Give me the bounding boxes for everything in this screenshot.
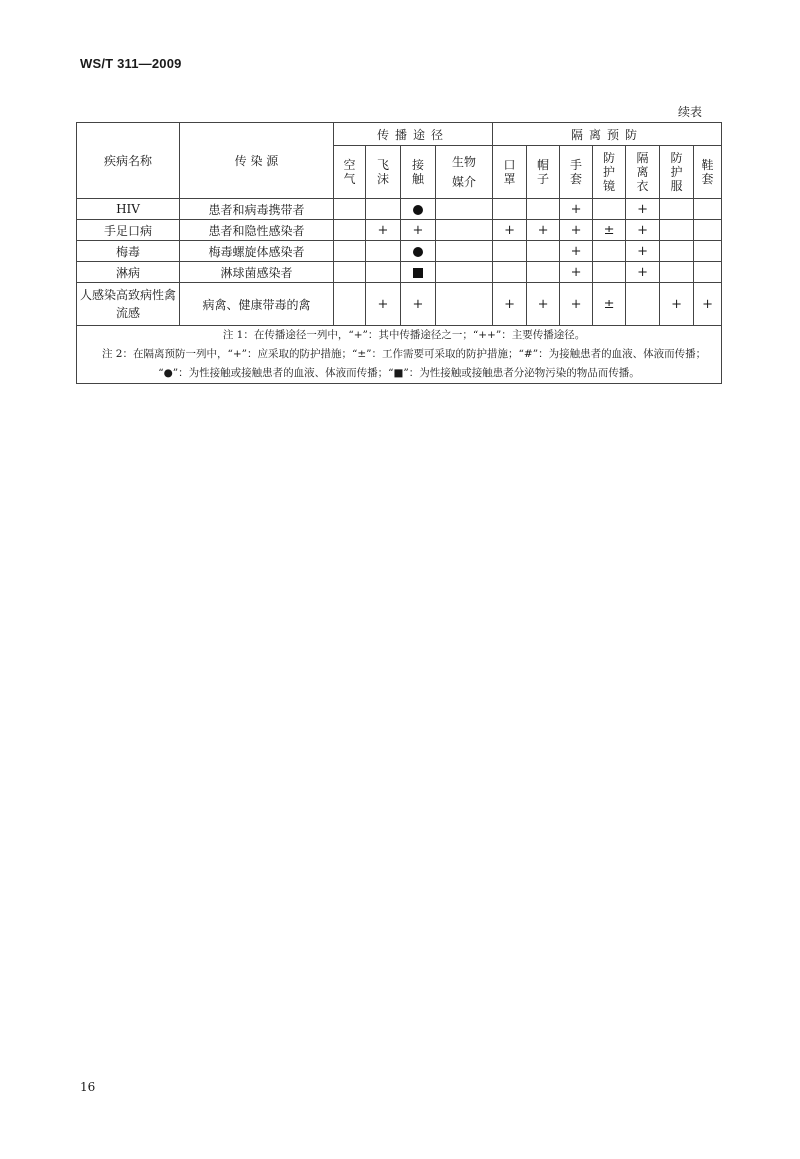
value-cell [527, 199, 560, 220]
standard-code: WS/T 311—2009 [80, 56, 182, 71]
filled-circle-icon [413, 205, 423, 215]
value-cell [493, 283, 527, 326]
value-cell [560, 241, 593, 262]
header-isolation-col: 防护服 [660, 146, 694, 199]
isolation-precautions-table [76, 122, 722, 384]
cell-value: + [637, 243, 648, 259]
value-cell [334, 241, 366, 262]
page-number: 16 [80, 1080, 96, 1094]
value-cell [694, 283, 722, 326]
header-isolation-col: 手套 [560, 146, 593, 199]
filled-circle-icon [413, 247, 423, 257]
value-cell [593, 283, 626, 326]
value-cell [401, 283, 436, 326]
table-row [77, 262, 722, 283]
value-cell [694, 241, 722, 262]
header-isolation-col: 隔离衣 [626, 146, 660, 199]
value-cell [527, 283, 560, 326]
header-route-col: 接触 [401, 146, 436, 199]
cell-value: + [637, 201, 648, 217]
header-route-bio: 生物 媒介 [436, 146, 493, 199]
cell-value: + [537, 296, 549, 312]
value-cell [560, 262, 593, 283]
infection-source-cell: 病禽、健康带毒的禽 [180, 283, 334, 326]
value-cell [493, 199, 527, 220]
value-cell [493, 241, 527, 262]
value-cell [626, 220, 660, 241]
value-cell [626, 241, 660, 262]
value-cell [626, 262, 660, 283]
header-route-col: 飞沫 [366, 146, 401, 199]
value-cell [560, 283, 593, 326]
header-route-col: 空气 [334, 146, 366, 199]
value-cell [560, 220, 593, 241]
infection-source-cell: 患者和隐性感染者 [180, 220, 334, 241]
cell-value: + [570, 222, 582, 238]
value-cell [366, 199, 401, 220]
cell-value: + [570, 264, 582, 280]
table-row [77, 220, 722, 241]
cell-value: + [702, 296, 713, 312]
header-transmission-route: 传播途径 [334, 123, 493, 146]
cell-value: + [412, 222, 424, 238]
marker-cell [401, 262, 436, 283]
value-cell [660, 241, 694, 262]
value-cell [626, 199, 660, 220]
value-cell [626, 283, 660, 326]
disease-name-cell: 手足口病 [77, 220, 180, 241]
header-disease: 疾病名称 [77, 123, 180, 199]
cell-value: + [570, 243, 582, 259]
value-cell [334, 199, 366, 220]
value-cell [694, 262, 722, 283]
cell-value: + [637, 264, 648, 280]
header-isolation-col: 防护镜 [593, 146, 626, 199]
disease-name-cell: 梅毒 [77, 241, 180, 262]
value-cell [334, 262, 366, 283]
value-cell [694, 199, 722, 220]
value-cell [593, 241, 626, 262]
infection-source-cell: 梅毒螺旋体感染者 [180, 241, 334, 262]
value-cell [527, 220, 560, 241]
disease-name-cell: HIV [77, 199, 180, 220]
value-cell [593, 220, 626, 241]
value-cell [366, 241, 401, 262]
marker-cell [401, 241, 436, 262]
header-isolation-precaution: 隔离预防 [493, 123, 722, 146]
value-cell [593, 199, 626, 220]
table-row [77, 241, 722, 262]
header-source: 传 染 源 [180, 123, 334, 199]
value-cell [366, 220, 401, 241]
value-cell [527, 262, 560, 283]
note-line: 注 1：在传播途径一列中，“+”：其中传播途径之一；“++”：主要传播途径。 [222, 329, 586, 341]
cell-value: + [377, 222, 389, 238]
header-isolation-col: 帽子 [527, 146, 560, 199]
filled-square-icon [413, 268, 423, 278]
infection-source-cell: 淋球菌感染者 [180, 262, 334, 283]
cell-value: ± [603, 222, 615, 238]
value-cell [660, 262, 694, 283]
note-line: 注 2：在隔离预防一列中，“+”：应采取的防护措施；“±”：工作需要可采取的防护措施；“#”：为接触患者的血液、体液而传播； [101, 348, 707, 360]
value-cell [593, 262, 626, 283]
infection-source-cell: 患者和病毒携带者 [180, 199, 334, 220]
value-cell [694, 220, 722, 241]
value-cell [660, 283, 694, 326]
cell-value: ± [603, 296, 615, 312]
note-line: “●”：为性接触或接触患者的血液、体液而传播；“■”：为性接触或接触患者分泌物污染的物品而传播。 [158, 367, 640, 379]
value-cell [493, 220, 527, 241]
value-cell [660, 220, 694, 241]
value-cell [366, 283, 401, 326]
cell-value: + [570, 296, 582, 312]
cell-value: + [671, 296, 682, 312]
value-cell [366, 262, 401, 283]
cell-value: + [570, 201, 582, 217]
value-cell [401, 220, 436, 241]
value-cell [560, 199, 593, 220]
value-cell [334, 220, 366, 241]
disease-name-cell: 人感染高致病性禽流感 [77, 283, 180, 326]
table-row [77, 283, 722, 326]
cell-value: + [412, 296, 424, 312]
cell-value: + [537, 222, 549, 238]
cell-value: + [504, 222, 515, 238]
value-cell [436, 199, 493, 220]
header-isolation-col: 口罩 [493, 146, 527, 199]
table-row [77, 199, 722, 220]
marker-cell [401, 199, 436, 220]
continued-table-label: 续表 [677, 105, 702, 119]
value-cell [527, 241, 560, 262]
value-cell [334, 283, 366, 326]
header-isolation-col: 鞋套 [694, 146, 722, 199]
cell-value: + [637, 222, 648, 238]
value-cell [493, 262, 527, 283]
table-notes [77, 326, 722, 384]
value-cell [660, 199, 694, 220]
cell-value: + [504, 296, 515, 312]
value-cell [436, 283, 493, 326]
value-cell [436, 220, 493, 241]
cell-value: + [377, 296, 389, 312]
value-cell [436, 241, 493, 262]
value-cell [436, 262, 493, 283]
disease-name-cell: 淋病 [77, 262, 180, 283]
